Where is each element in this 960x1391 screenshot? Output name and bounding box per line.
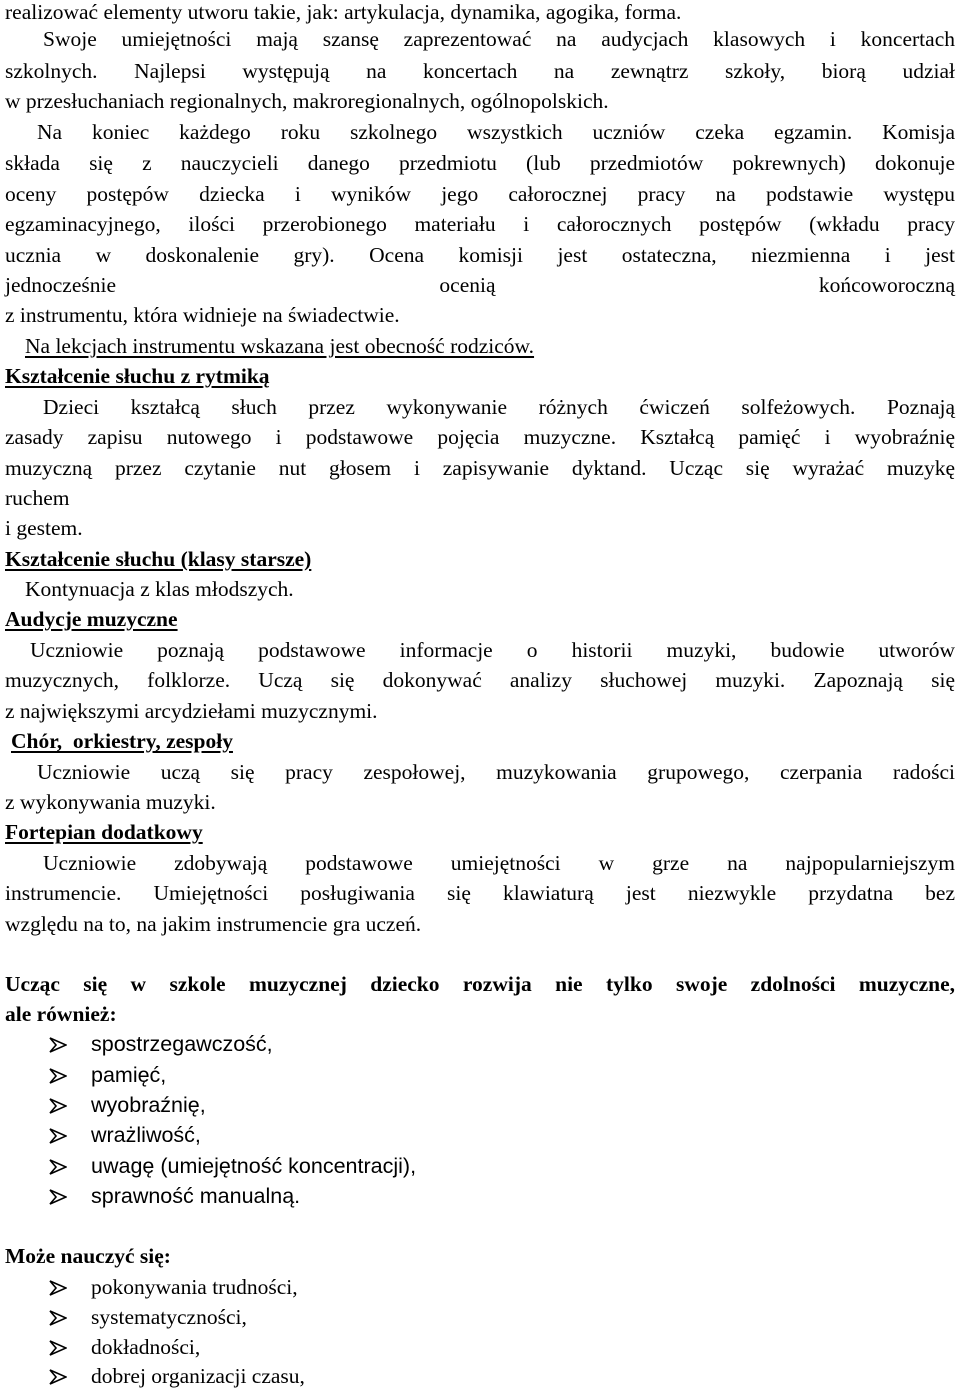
list-item-text: wyobraźnię, (91, 1093, 206, 1117)
text-line: z instrumentu, która widnieje na świadectwie. (5, 303, 400, 327)
text-line: egzaminacyjnego, ilości przerobionego materiału i całorocznych postępów (wkładu pracy (5, 212, 955, 236)
arrowhead-bullet-icon (49, 1189, 67, 1205)
text-line: Uczniowie zdobywają podstawowe umiejętności w grze na najpopularniejszym (43, 851, 955, 875)
text-line: składa się z nauczycieli danego przedmiotu (lub przedmiotów pokrewnych) dokonuje (5, 151, 955, 175)
arrowhead-bullet-icon (49, 1280, 67, 1296)
list-item-text: wrażliwość, (91, 1123, 201, 1147)
list-item (5, 1060, 955, 1090)
heading-text: Chór, orkiestry, zespoły (11, 729, 233, 753)
list-item-text: uwagę (umiejętność koncentracji), (91, 1154, 417, 1178)
section-heading-rhythm (5, 361, 955, 391)
learn-intro: Może nauczyć się: (5, 1244, 171, 1268)
list-item (5, 1302, 955, 1332)
text-line: realizować elementy utworu takie, jak: artykulacja, dynamika, agogika, forma. (5, 0, 682, 24)
heading-text: Audycje muzyczne (5, 607, 178, 631)
section-heading-piano (5, 817, 955, 847)
heading-text: Kształcenie słuchu (klasy starsze) (5, 547, 312, 571)
list-item-text: pokonywania trudności, (91, 1275, 298, 1299)
arrowhead-bullet-icon (49, 1128, 67, 1144)
text-line: z największymi arcydziełami muzycznymi. (5, 699, 378, 723)
list-item-text: dobrej organizacji czasu, (91, 1364, 305, 1388)
text-line: jednocześnie ocenią końcoworoczną (5, 273, 955, 297)
text-line: oceny postępów dziecka i wyników jego całorocznej pracy na podstawie występu (5, 182, 955, 206)
list-item (5, 1151, 955, 1181)
parent-note-text: Na lekcjach instrumentu wskazana jest obecność rodziców. (25, 334, 535, 358)
list-item (5, 1332, 955, 1362)
text-line: w przesłuchaniach regionalnych, makroregionalnych, ogólnopolskich. (5, 89, 609, 113)
list-item (5, 1090, 955, 1120)
text-line: ruchem (5, 486, 70, 510)
text-line: zasady zapisu nutowego i podstawowe pojęcia muzyczne. Kształcą pamięć i wyobraźnię (5, 425, 955, 449)
text-line: muzycznych, folklorze. Uczą się dokonywać analizy słuchowej muzyki. Zapoznają się (5, 668, 955, 692)
text-line: instrumencie. Umiejętności posługiwania się klawiaturą jest niezwykle przydatna bez (5, 881, 955, 905)
text-line: ucznia w doskonalenie gry). Ocena komisji jest ostateczna, niezmienna i jest (5, 243, 955, 267)
arrowhead-bullet-icon (49, 1068, 67, 1084)
text-line: Kontynuacja z klas młodszych. (25, 577, 294, 601)
list-item-text: dokładności, (91, 1335, 201, 1359)
list-item-text: pamięć, (91, 1063, 167, 1087)
list-item (5, 1029, 955, 1059)
list-item (5, 1272, 955, 1302)
parent-note (5, 331, 955, 361)
arrowhead-bullet-icon (49, 1369, 67, 1385)
text-line: względu na to, na jakim instrumencie gra uczeń. (5, 912, 422, 936)
text-line: z wykonywania muzyki. (5, 790, 216, 814)
list-item (5, 1181, 955, 1211)
list-item-text: spostrzegawczość, (91, 1032, 273, 1056)
section-heading-ear-training (5, 544, 955, 574)
text-line: szkolnych. Najlepsi występują na koncertach na zewnątrz szkoły, biorą udział (5, 59, 955, 83)
list-item (5, 1120, 955, 1150)
arrowhead-bullet-icon (49, 1340, 67, 1356)
arrowhead-bullet-icon (49, 1037, 67, 1053)
text-line: muzyczną przez czytanie nut głosem i zapisywanie dyktand. Ucząc się wyrażać muzykę (5, 456, 955, 480)
text-line: Swoje umiejętności mają szansę zaprezentować na audycjach klasowych i koncertach (43, 27, 955, 51)
list-item-text: sprawność manualną. (91, 1184, 301, 1208)
text-line: Uczniowie uczą się pracy zespołowej, muzykowania grupowego, czerpania radości (37, 760, 955, 784)
section-heading-auditions (5, 604, 955, 634)
list-item-text: systematyczności, (91, 1305, 247, 1329)
arrowhead-bullet-icon (49, 1098, 67, 1114)
develop-intro-line: Ucząc się w szkole muzycznej dziecko rozwija nie tylko swoje zdolności muzyczne, (5, 972, 955, 996)
arrowhead-bullet-icon (49, 1310, 67, 1326)
text-line: i gestem. (5, 516, 83, 540)
develop-intro-line: ale również: (5, 1002, 117, 1026)
list-item (5, 1361, 955, 1391)
heading-text: Fortepian dodatkowy (5, 820, 203, 844)
text-line: Na koniec każdego roku szkolnego wszystkich uczniów czeka egzamin. Komisja (37, 120, 955, 144)
heading-text: Kształcenie słuchu z rytmiką (5, 364, 270, 388)
section-heading-choir (5, 726, 955, 756)
text-line: Dzieci kształcą słuch przez wykonywanie różnych ćwiczeń solfeżowych. Poznają (43, 395, 955, 419)
arrowhead-bullet-icon (49, 1159, 67, 1175)
text-line: Uczniowie poznają podstawowe informacje o historii muzyki, budowie utworów (30, 638, 955, 662)
